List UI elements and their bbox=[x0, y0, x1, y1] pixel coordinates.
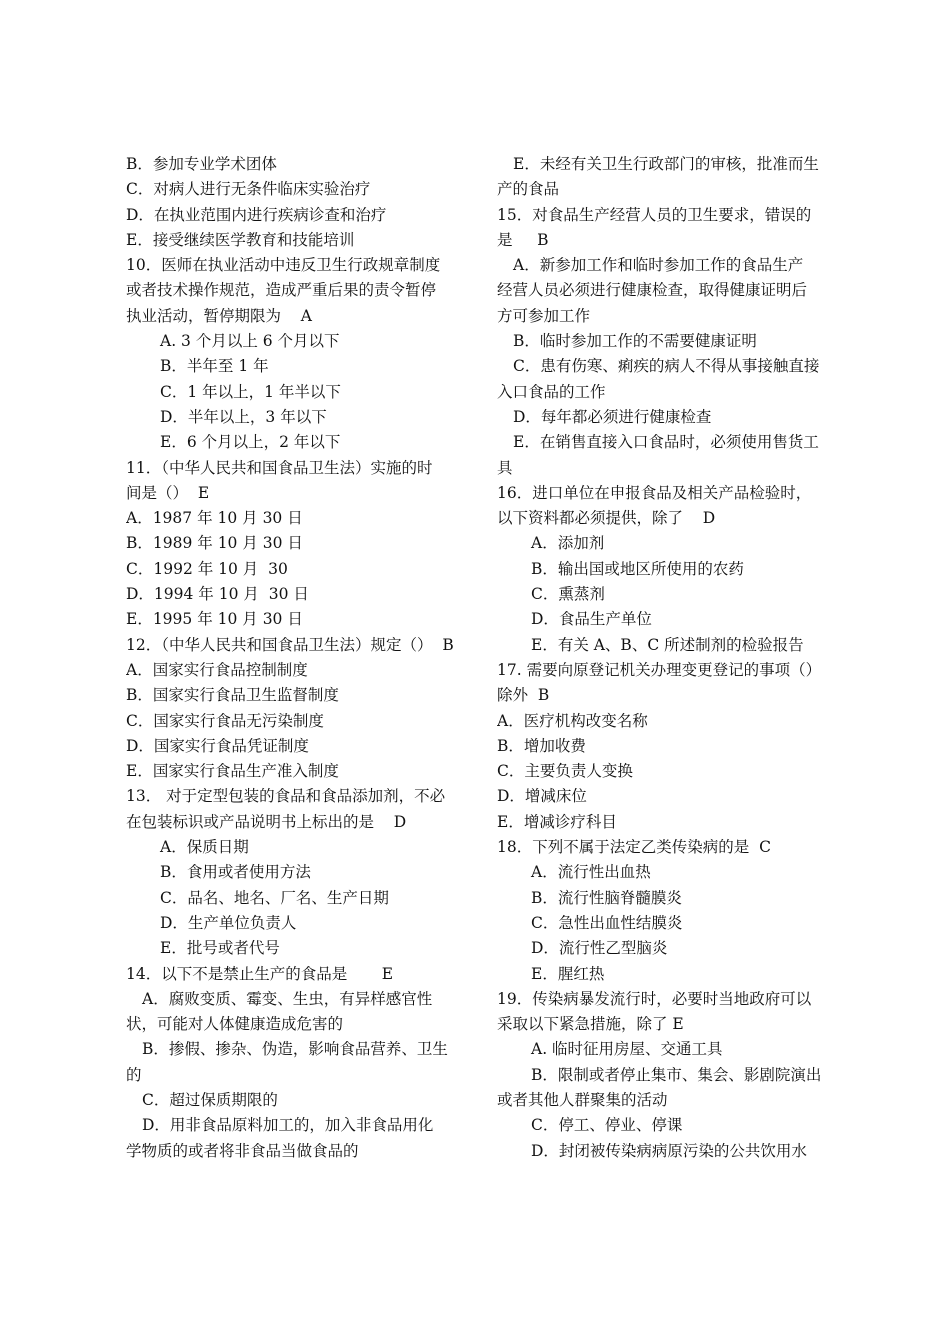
text-line: 是 B bbox=[497, 230, 549, 249]
text-line: C．主要负责人变换 bbox=[497, 762, 633, 781]
text-line: 入口食品的工作 bbox=[497, 382, 606, 401]
text-line: B．参加专业学术团体 bbox=[126, 155, 277, 173]
text-line: 经营人员必须进行健康检查，取得健康证明后 bbox=[497, 281, 808, 300]
text-line: 或者技术操作规范，造成严重后果的责令暂停 bbox=[126, 281, 437, 300]
text-line: C．急性出血性结膜炎 bbox=[531, 913, 683, 932]
text-line: 19．传染病暴发流行时，必要时当地政府可以 bbox=[497, 989, 812, 1008]
text-line: B．掺假、掺杂、伪造，影响食品营养、卫生 bbox=[142, 1040, 448, 1059]
text-line: B．食用或者使用方法 bbox=[160, 863, 311, 882]
text-line: C．1 年以上，1 年半以下 bbox=[160, 382, 341, 401]
text-line: 15．对食品生产经营人员的卫生要求，错误的 bbox=[497, 205, 812, 224]
text-line: 14．以下不是禁止生产的食品是 E bbox=[126, 964, 394, 983]
text-line: 18．下列不属于法定乙类传染病的是 C bbox=[497, 838, 771, 857]
text-line: E．在销售直接入口食品时，必须使用售货工 bbox=[513, 433, 819, 452]
text-line: 执业活动，暂停期限为 A bbox=[126, 306, 312, 325]
text-line: D．半年以上，3 年以下 bbox=[160, 407, 327, 426]
text-line: A．新参加工作和临时参加工作的食品生产 bbox=[513, 256, 804, 275]
text-line: D．流行性乙型脑炎 bbox=[531, 939, 668, 958]
text-line: 采取以下紧急措施，除了 E bbox=[497, 1015, 684, 1034]
text-line: D．生产单位负责人 bbox=[160, 913, 297, 932]
text-line: B．临时参加工作的不需要健康证明 bbox=[513, 332, 757, 351]
text-line: 12．（中华人民共和国食品卫生法）规定（） B bbox=[126, 635, 454, 654]
text-line: D．在执业范围内进行疾病诊查和治疗 bbox=[126, 205, 387, 224]
text-line: D．封闭被传染病病原污染的公共饮用水 bbox=[531, 1141, 807, 1160]
text-line: 状，可能对人体健康造成危害的 bbox=[126, 1015, 344, 1034]
text-line: D．增减床位 bbox=[497, 787, 587, 806]
text-line: 11．（中华人民共和国食品卫生法）实施的时 bbox=[126, 458, 433, 477]
text-line: E．接受继续医学教育和技能培训 bbox=[126, 230, 355, 249]
text-line: C．国家实行食品无污染制度 bbox=[126, 711, 324, 730]
text-line: A．医疗机构改变名称 bbox=[497, 711, 648, 730]
text-line: A．保质日期 bbox=[160, 838, 249, 857]
text-line: 产的食品 bbox=[497, 180, 560, 199]
text-line: C．1992 年 10 月 30 bbox=[126, 559, 288, 578]
text-line: B．输出国或地区所使用的农药 bbox=[531, 559, 744, 578]
text-line: C．对病人进行无条件临床实验治疗 bbox=[126, 180, 371, 199]
text-line: 以下资料都必须提供，除了 D bbox=[497, 509, 716, 528]
text-line: B．限制或者停止集市、集会、影剧院演出 bbox=[531, 1065, 822, 1084]
text-line: 的 bbox=[126, 1065, 142, 1084]
text-line: 13． 对于定型包装的食品和食品添加剂，不必 bbox=[126, 787, 446, 806]
right-column bbox=[497, 152, 837, 1164]
text-line: B．增加收费 bbox=[497, 736, 586, 755]
text-line: 或者其他人群聚集的活动 bbox=[497, 1090, 668, 1109]
text-line: B．流行性脑脊髓膜炎 bbox=[531, 888, 682, 907]
text-line: 学物质的或者将非食品当做食品的 bbox=[126, 1141, 359, 1160]
text-line: E．未经有关卫生行政部门的审核，批准而生 bbox=[513, 155, 819, 173]
text-line: E．国家实行食品生产准入制度 bbox=[126, 762, 339, 781]
text-line: B．国家实行食品卫生监督制度 bbox=[126, 686, 339, 705]
text-line: 10．医师在执业活动中违反卫生行政规章制度 bbox=[126, 256, 441, 275]
text-line: E．腥红热 bbox=[531, 964, 605, 983]
text-line: C．患有伤寒、痢疾的病人不得从事接触直接 bbox=[513, 357, 820, 376]
text-line: D．用非食品原料加工的，加入非食品用化 bbox=[142, 1116, 434, 1135]
left-column bbox=[126, 152, 476, 1164]
text-line: A．添加剂 bbox=[531, 534, 605, 553]
text-line: E．增减诊疗科目 bbox=[497, 812, 617, 831]
text-line: 方可参加工作 bbox=[497, 306, 591, 325]
text-line: 除外 B bbox=[497, 686, 550, 705]
text-line: 间是（） E bbox=[126, 483, 210, 502]
text-line: 16．进口单位在申报食品及相关产品检验时， bbox=[497, 483, 812, 502]
text-line: D．食品生产单位 bbox=[531, 610, 652, 629]
text-line: A．国家实行食品控制制度 bbox=[126, 660, 308, 679]
text-line: A. 3 个月以上 6 个月以下 bbox=[160, 332, 340, 351]
text-line: C．熏蒸剂 bbox=[531, 585, 605, 604]
text-line: E．有关 A、B、C 所述制剂的检验报告 bbox=[531, 635, 804, 654]
text-line: 具 bbox=[497, 458, 513, 477]
text-line: C．超过保质期限的 bbox=[142, 1090, 278, 1109]
text-line: A．腐败变质、霉变、生虫，有异样感官性 bbox=[142, 989, 433, 1008]
text-line: D．1994 年 10 月 30 日 bbox=[126, 585, 309, 604]
text-line: E．批号或者代号 bbox=[160, 939, 280, 958]
text-line: D．每年都必须进行健康检查 bbox=[513, 407, 712, 426]
text-line: C．停工、停业、停课 bbox=[531, 1116, 683, 1135]
text-line: 17. 需要向原登记机关办理变更登记的事项（） bbox=[497, 660, 822, 679]
text-line: C．品名、地名、厂名、生产日期 bbox=[160, 888, 389, 907]
text-line: E．6 个月以上，2 年以下 bbox=[160, 433, 341, 452]
text-line: A. 临时征用房屋、交通工具 bbox=[531, 1040, 723, 1059]
text-line: B．半年至 1 年 bbox=[160, 357, 269, 376]
text-line: 在包装标识或产品说明书上标出的是 D bbox=[126, 812, 407, 831]
text-line: A．1987 年 10 月 30 日 bbox=[126, 509, 303, 528]
text-line: D．国家实行食品凭证制度 bbox=[126, 736, 309, 755]
text-line: A．流行性出血热 bbox=[531, 863, 651, 882]
text-line: B．1989 年 10 月 30 日 bbox=[126, 534, 303, 553]
text-line: E．1995 年 10 月 30 日 bbox=[126, 610, 303, 629]
